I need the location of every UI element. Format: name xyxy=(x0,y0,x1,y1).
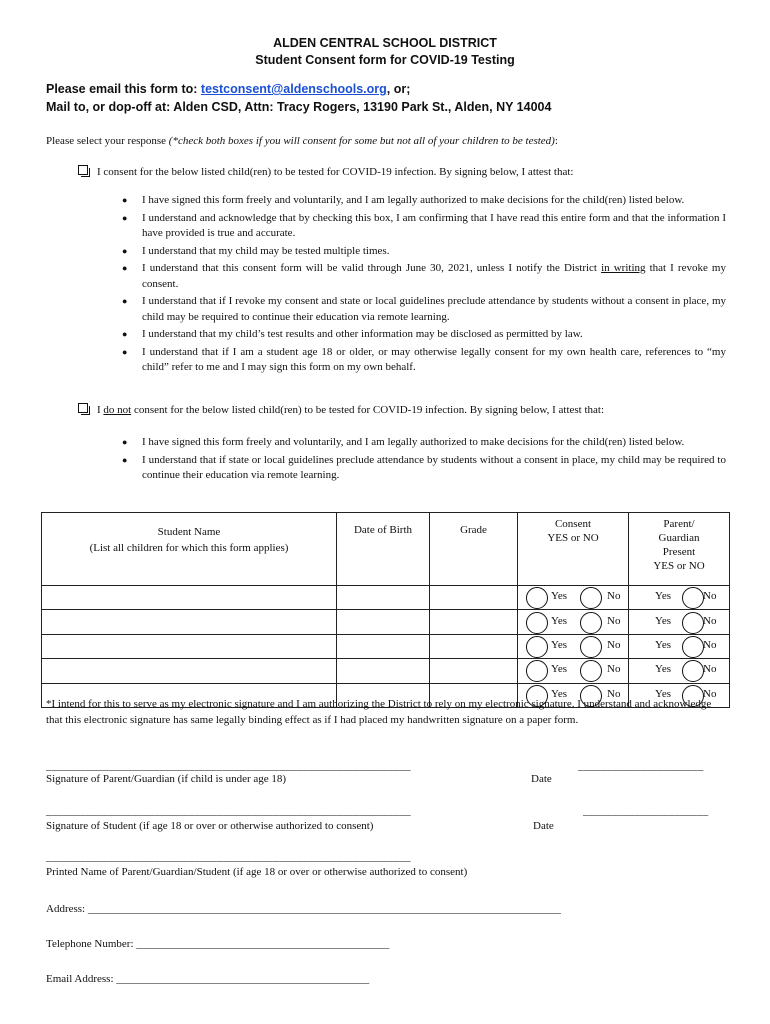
consent-no-radio[interactable] xyxy=(580,612,602,634)
student-name-header: Student Name (List all children for which this form applies) xyxy=(42,513,337,586)
dob-cell[interactable] xyxy=(337,659,430,683)
consent-yes-label: Yes xyxy=(551,590,568,603)
consent-no-radio[interactable] xyxy=(580,660,602,682)
consent-yes-radio[interactable] xyxy=(526,587,548,609)
consent-yes-no xyxy=(518,635,628,658)
mail-instruction: Mail to, or dop-off at: Alden CSD, Attn: Tracy Rogers, 13190 Park St., Alden, NY 14004 xyxy=(46,100,552,114)
consent-yes-radio[interactable] xyxy=(526,660,548,682)
consent-no-radio[interactable] xyxy=(580,636,602,658)
parent-date-line[interactable]: ______________________ xyxy=(578,760,704,772)
address-field[interactable]: Address: ______________________________________________________________________________________ xyxy=(46,903,561,915)
table-row xyxy=(42,634,730,658)
attestation-item: ● I understand that if I revoke my consent and state or local guidelines preclude attendance by students without a consent in place, my child may be required to continue their education via remote learning. xyxy=(142,294,726,325)
parent-yes-label: Yes xyxy=(655,687,672,700)
student-table xyxy=(41,512,730,708)
consent-no-label: No xyxy=(607,687,621,700)
table-row xyxy=(42,586,730,610)
parent-yes-no xyxy=(629,635,729,658)
parent-yes-radio[interactable] xyxy=(682,587,704,609)
grade-cell[interactable] xyxy=(430,659,518,683)
consent-yes-radio[interactable] xyxy=(526,612,548,634)
consent-no-label: No xyxy=(607,663,621,676)
consent-yes-label: Yes xyxy=(551,638,568,651)
do-not-emphasis: do not xyxy=(103,404,132,416)
parent-present-cell xyxy=(629,659,730,683)
parent-yes-radio[interactable] xyxy=(682,660,704,682)
student-signature-line[interactable]: ________________________________________________________________ xyxy=(46,805,411,817)
student-name-cell[interactable] xyxy=(42,610,337,634)
parent-no-label: No xyxy=(703,687,717,700)
consent-yes-no xyxy=(518,586,628,609)
consent-cell xyxy=(518,586,629,610)
grade-cell[interactable] xyxy=(430,610,518,634)
parent-present-cell xyxy=(629,610,730,634)
parent-yes-no xyxy=(629,586,729,609)
consent-yes-no xyxy=(518,659,628,682)
parent-no-label: No xyxy=(703,638,717,651)
esignature-note: *I intend for this to serve as my electronic signature and I am authorizing the District to rely on my electronic signature. I understand and acknowledge that this electronic signature has same legally binding effect as if I had placed my handwritten signature on a paper form. xyxy=(46,698,712,726)
dob-header: Date of Birth xyxy=(337,513,430,586)
student-signature-label: Signature of Student (if age 18 or over or otherwise authorized to consent) xyxy=(46,820,374,832)
consent-attestation-list xyxy=(142,193,726,378)
attestation-item: ● I understand that my child may be tested multiple times. xyxy=(142,244,726,260)
consent-cell xyxy=(518,634,629,658)
student-date-line[interactable]: ______________________ xyxy=(583,805,709,817)
parent-yes-label: Yes xyxy=(655,638,672,651)
attestation-item: ● I have signed this form freely and voluntarily, and I am legally authorized to make decisions for the child(ren) listed below. xyxy=(142,193,726,209)
printed-name-line[interactable]: ________________________________________________________________ xyxy=(46,851,411,863)
dob-cell[interactable] xyxy=(337,634,430,658)
parent-yes-label: Yes xyxy=(655,590,672,603)
consent-no-label: No xyxy=(607,638,621,651)
parent-signature-label: Signature of Parent/Guardian (if child is under age 18) xyxy=(46,773,287,785)
consent-yes-label: Yes xyxy=(551,687,568,700)
student-name-cell[interactable] xyxy=(42,634,337,658)
parent-yes-label: Yes xyxy=(655,663,672,676)
consent-checkbox[interactable] xyxy=(78,165,88,175)
consent-yes-label: Yes xyxy=(551,614,568,627)
consent-header: Consent YES or NO xyxy=(518,513,629,586)
attestation-item: ● I understand that if state or local guidelines preclude attendance by students without a consent in place, my child may be required to continue their education via remote learning. xyxy=(142,453,726,484)
parent-no-label: No xyxy=(703,663,717,676)
parent-present-cell xyxy=(629,634,730,658)
selection-instruction: Please select your response (*check both boxes if you will consent for some but not all of your children to be tested): xyxy=(46,135,558,147)
form-title: Student Consent form for COVID-19 Testing xyxy=(255,53,515,67)
in-writing-emphasis: in writing xyxy=(601,262,646,274)
student-name-cell[interactable] xyxy=(42,586,337,610)
parent-no-label: No xyxy=(703,590,717,603)
parent-yes-radio[interactable] xyxy=(682,612,704,634)
parent-date-label: Date xyxy=(531,773,552,785)
parent-signature-line[interactable]: ________________________________________________________________ xyxy=(46,760,411,772)
table-row xyxy=(42,610,730,634)
parent-yes-label: Yes xyxy=(655,614,672,627)
email-instruction: Please email this form to: testconsent@aldenschools.org, or; xyxy=(46,82,411,96)
telephone-field[interactable]: Telephone Number: ______________________________________________ xyxy=(46,938,390,950)
consent-yes-radio[interactable] xyxy=(526,636,548,658)
district-title: ALDEN CENTRAL SCHOOL DISTRICT xyxy=(273,36,497,50)
email-link[interactable]: testconsent@aldenschools.org xyxy=(200,82,387,96)
consent-no-label: No xyxy=(607,590,621,603)
parent-yes-no xyxy=(629,611,729,634)
no-consent-attestation-list xyxy=(142,435,726,486)
attestation-item: ● I understand that if I am a student age 18 or older, or may otherwise legally consent for my own health care, references to “my child” refer to me and I may sign this form on my own behalf. xyxy=(142,345,726,376)
dob-cell[interactable] xyxy=(337,610,430,634)
no-consent-checkbox[interactable] xyxy=(78,403,88,413)
consent-cell xyxy=(518,659,629,683)
parent-yes-no xyxy=(629,659,729,682)
consent-yes-no xyxy=(518,611,628,634)
consent-option xyxy=(78,165,728,180)
consent-no-label: No xyxy=(607,614,621,627)
attestation-item: ● I have signed this form freely and voluntarily, and I am legally authorized to make decisions for the child(ren) listed below. xyxy=(142,435,726,451)
student-name-cell[interactable] xyxy=(42,659,337,683)
parent-no-label: No xyxy=(703,614,717,627)
grade-header: Grade xyxy=(430,513,518,586)
dob-cell[interactable] xyxy=(337,586,430,610)
grade-cell[interactable] xyxy=(430,586,518,610)
email-field[interactable]: Email Address: ______________________________________________ xyxy=(46,973,370,985)
attestation-item: ● I understand and acknowledge that by checking this box, I am confirming that I have read this entire form and that the information I have provided is true and accurate. xyxy=(142,211,726,242)
attestation-item: ● I understand that this consent form will be valid through June 30, 2021, unless I notify the District in writing that I revoke my consent. xyxy=(142,261,726,292)
parent-present-header: Parent/ Guardian Present YES or NO xyxy=(629,513,730,586)
consent-no-radio[interactable] xyxy=(580,587,602,609)
printed-name-label: Printed Name of Parent/Guardian/Student (if age 18 or over or otherwise authorized to consent) xyxy=(46,866,468,878)
grade-cell[interactable] xyxy=(430,634,518,658)
consent-yes-label: Yes xyxy=(551,663,568,676)
consent-label: I consent for the below listed child(ren) to be tested for COVID-19 infection. By signing below, I attest that: xyxy=(97,166,574,178)
table-row xyxy=(42,659,730,683)
student-date-label: Date xyxy=(533,820,554,832)
parent-present-cell xyxy=(629,586,730,610)
consent-cell xyxy=(518,610,629,634)
parent-yes-radio[interactable] xyxy=(682,636,704,658)
table-header-row xyxy=(42,513,730,586)
attestation-item: ● I understand that my child’s test results and other information may be disclosed as permitted by law. xyxy=(142,327,726,343)
no-consent-option: I do not consent for the below listed child(ren) to be tested for COVID-19 infection. By signing below, I attest that: xyxy=(78,403,728,418)
